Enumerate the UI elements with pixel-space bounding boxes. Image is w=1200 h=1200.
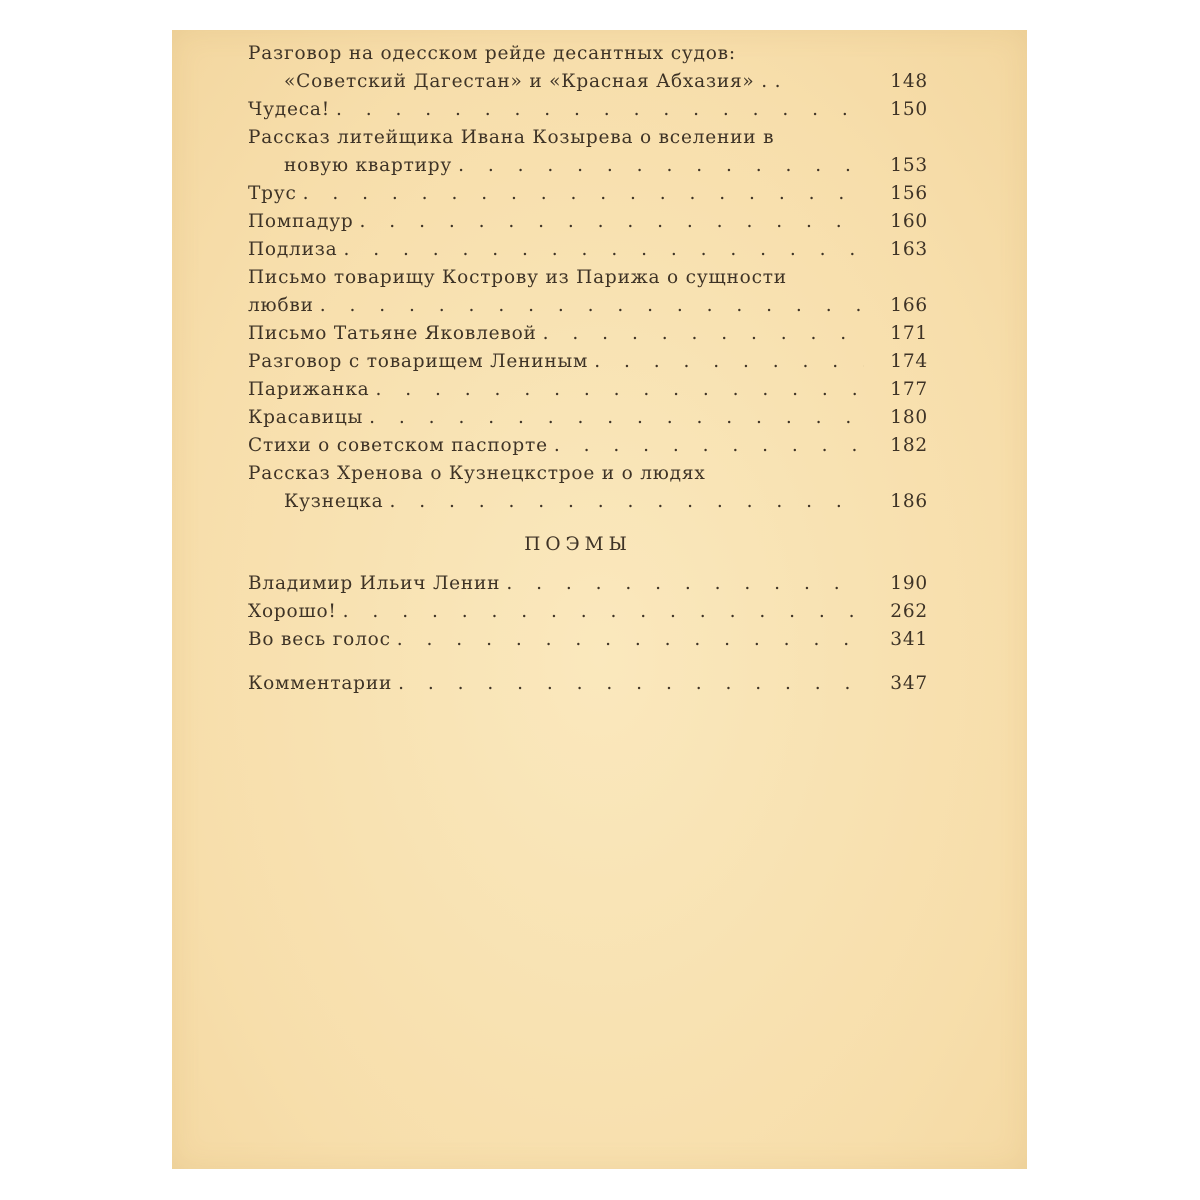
toc-entry-title: Разговор на одесском рейде десантных судов: xyxy=(248,43,736,64)
toc-entry-line xyxy=(248,264,928,292)
dot-leader xyxy=(554,432,864,460)
dot-leader xyxy=(397,626,864,654)
toc-entry-line xyxy=(248,292,928,320)
toc-entry xyxy=(248,598,928,626)
section-heading: ПОЭМЫ xyxy=(524,534,632,555)
toc-page-number: 341 xyxy=(890,629,928,650)
toc-entry-title: Парижанка xyxy=(248,379,370,400)
toc-entry-title-continued: Кузнецка xyxy=(284,491,384,512)
toc-entry-title-continued: «Советский Дагестан» и «Красная Абхазия» . . xyxy=(284,71,782,92)
toc-entry-title: Рассказ литейщика Ивана Козырева о вселении в xyxy=(248,127,775,148)
toc-entry-title: Помпадур xyxy=(248,211,354,232)
toc-page-number: 186 xyxy=(890,491,928,512)
toc-entry-line xyxy=(248,68,928,96)
dot-leader xyxy=(594,348,864,376)
toc-page-number: 163 xyxy=(890,239,928,260)
toc-entry xyxy=(248,236,928,264)
toc-entry-line xyxy=(248,404,928,432)
toc-entry-line xyxy=(248,208,928,236)
toc-entry xyxy=(248,626,928,654)
dot-leader xyxy=(389,488,864,516)
toc-entry xyxy=(248,40,928,96)
dot-leader xyxy=(543,320,864,348)
toc-entry-title: Владимир Ильич Ленин xyxy=(248,573,501,594)
toc-entry-line xyxy=(248,376,928,404)
toc-entry-line xyxy=(248,670,928,698)
toc-page-number: 160 xyxy=(890,211,928,232)
book-page xyxy=(172,30,1027,1169)
toc-entry-line xyxy=(248,460,928,488)
toc-entry-line xyxy=(248,180,928,208)
dot-leader xyxy=(398,670,864,698)
dot-leader xyxy=(320,292,864,320)
toc-entry-line xyxy=(248,96,928,124)
toc-page-number: 177 xyxy=(890,379,928,400)
toc-entry-line xyxy=(248,432,928,460)
toc-entry-line xyxy=(248,40,928,68)
dot-leader xyxy=(336,96,864,124)
toc-entry-title: Стихи о советском паспорте xyxy=(248,435,548,456)
table-of-contents xyxy=(248,40,928,698)
toc-entry xyxy=(248,404,928,432)
toc-entry-line xyxy=(248,626,928,654)
toc-entry-title: Комментарии xyxy=(248,673,393,694)
dot-leader xyxy=(369,404,864,432)
spacer xyxy=(248,654,928,670)
toc-page-number: 182 xyxy=(890,435,928,456)
toc-entry xyxy=(248,96,928,124)
toc-entry-line xyxy=(248,598,928,626)
dot-leader xyxy=(506,570,864,598)
toc-entry-title: Письмо Татьяне Яковлевой xyxy=(248,323,537,344)
toc-page-number: 166 xyxy=(890,295,928,316)
toc-entry-title: Трус xyxy=(248,183,297,204)
toc-page-number: 156 xyxy=(890,183,928,204)
dot-leader xyxy=(376,376,864,404)
toc-entry-title: Во весь голос xyxy=(248,629,391,650)
toc-page-number: 347 xyxy=(890,673,928,694)
toc-entry-title: Разговор с товарищем Лениным xyxy=(248,351,589,372)
toc-entry xyxy=(248,570,928,598)
toc-entry xyxy=(248,460,928,516)
toc-entry-title-continued: любви xyxy=(248,295,314,316)
toc-entry-line xyxy=(248,124,928,152)
toc-page-number: 171 xyxy=(890,323,928,344)
toc-entry-title: Чудеса! xyxy=(248,99,330,120)
toc-entry-line xyxy=(248,320,928,348)
toc-entry xyxy=(248,208,928,236)
toc-entry-title: Красавицы xyxy=(248,407,364,428)
toc-entry xyxy=(248,670,928,698)
toc-page-number: 180 xyxy=(890,407,928,428)
toc-page-number: 262 xyxy=(890,601,928,622)
toc-page-number: 153 xyxy=(890,155,928,176)
toc-entry-line xyxy=(248,488,928,516)
toc-entry-title: Хорошо! xyxy=(248,601,337,622)
toc-entry xyxy=(248,124,928,180)
toc-entry xyxy=(248,432,928,460)
toc-entry-title: Подлиза xyxy=(248,239,338,260)
toc-page-number: 174 xyxy=(890,351,928,372)
toc-entry-title: Рассказ Хренова о Кузнецкстрое и о людях xyxy=(248,463,706,484)
dot-leader xyxy=(458,152,864,180)
toc-page-number: 150 xyxy=(890,99,928,120)
toc-entry xyxy=(248,348,928,376)
toc-entry xyxy=(248,376,928,404)
toc-entry xyxy=(248,320,928,348)
toc-page-number: 148 xyxy=(890,71,928,92)
toc-entry-line xyxy=(248,348,928,376)
toc-entry-line xyxy=(248,152,928,180)
dot-leader xyxy=(303,180,864,208)
dot-leader xyxy=(343,598,864,626)
dot-leader xyxy=(343,236,864,264)
toc-entry-title-continued: новую квартиру xyxy=(284,155,453,176)
toc-entry xyxy=(248,180,928,208)
toc-page-number: 190 xyxy=(890,573,928,594)
toc-entry-line xyxy=(248,570,928,598)
dot-leader xyxy=(360,208,864,236)
toc-entry-title: Письмо товарищу Кострову из Парижа о сущности xyxy=(248,267,787,288)
toc-entry xyxy=(248,264,928,320)
toc-entry-line xyxy=(248,236,928,264)
